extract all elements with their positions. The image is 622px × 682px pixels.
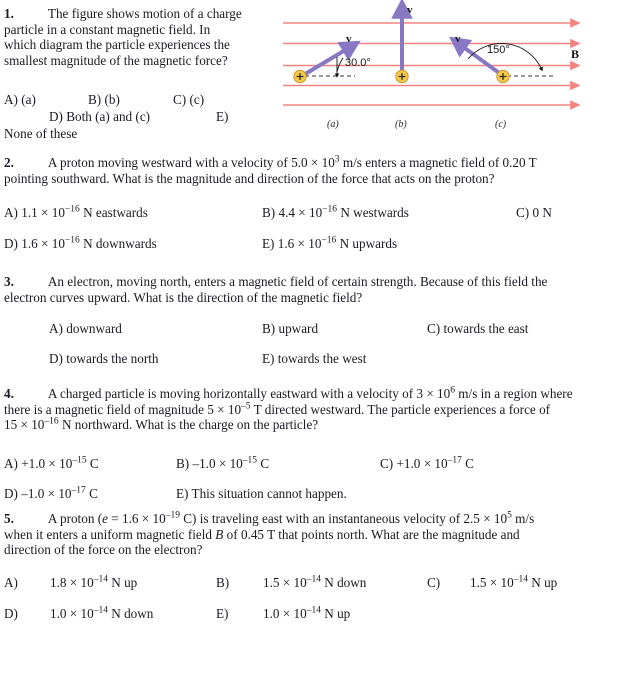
diagram-c-caption: (c) [495,119,507,130]
question-5-line2-b: of 0.45 T that points north. What are the magnitude and [223,526,520,542]
option-a-exponent: –15 [72,455,87,466]
option-e-times: × 10 [297,236,322,251]
option-d-pre: 1.6 [21,236,41,251]
question-5-stem [4,511,612,558]
option-c-label: C) [516,205,530,220]
option-a-exponent: –14 [93,574,108,585]
question-4-option-row-2 [4,486,612,510]
option-a-pre: +1.0 × 10 [21,456,73,471]
question-4-line1-a: A charged particle is moving horizontally eastward with a velocity of 3 × 10 [47,386,451,401]
question-4-option-c[interactable] [380,456,474,472]
question-1-option-c[interactable] [173,92,204,108]
option-e-label: E) [216,606,229,621]
option-b-post: C [257,456,270,471]
question-2-line1-exponent: 3 [334,154,340,165]
figure-svg [283,0,622,138]
option-c-text: towards the east [443,321,529,336]
question-3-line1: An electron, moving north, enters a magnetic field of certain strength. Because of this field the [47,274,548,289]
question-3-stem [4,274,612,305]
question-4-option-a[interactable] [4,456,99,472]
question-1-options [4,92,284,142]
question-5-option-d-label[interactable] [4,606,18,622]
question-4-line3-exponent: –16 [44,416,59,427]
question-1-stem-line-1: The figure shows motion of a charge [47,6,242,21]
question-3-option-row-2 [4,351,612,375]
question-2-option-a[interactable] [4,205,148,221]
question-5-line1-exponent-2: 5 [507,510,512,521]
question-5-line1-d: m/s [511,511,535,526]
question-1-option-a[interactable] [4,92,36,108]
option-e-text: towards the west [277,351,367,366]
question-1-option-row-1 [4,92,284,109]
option-a-pre: 1.1 [21,205,41,220]
option-b-label: B) [176,456,190,471]
option-e-label: E) [262,236,275,251]
option-d-exponent: –14 [93,605,108,616]
question-4-option-d[interactable] [4,486,98,502]
question-5-option-c-label[interactable] [427,575,440,591]
question-5-option-b-label[interactable] [216,575,229,591]
option-e-post: N upwards [336,236,398,251]
option-c-label: C) [427,575,441,590]
diagram-a-caption: (a) [327,119,339,130]
option-e-post: N up [320,606,351,621]
question-1-number: 1. [4,6,14,21]
question-5-line2-a: when it enters a uniform magnetic field [4,526,216,542]
option-c-exponent: –14 [513,574,528,585]
question-5-options [4,575,612,630]
question-5-option-e-label[interactable] [216,606,228,622]
option-a-label: A) [4,575,18,590]
question-4-line1-b: m/s in a region where [455,386,573,401]
question-5-field-symbol: B [215,526,224,542]
question-4-line2-b: T directed westward. The particle experiences a force of [250,401,551,417]
option-d-text: towards the north [66,351,159,366]
option-a-label: A) [4,456,18,471]
option-d-times: × 10 [41,236,65,251]
question-4-option-row-1 [4,456,612,486]
question-2-option-c[interactable] [516,205,552,221]
option-c-label: C) [173,92,187,107]
question-2-number: 2. [4,155,14,170]
question-1-option-d[interactable] [49,109,150,125]
option-b-label: B) [262,205,276,220]
question-4-line2-a: there is a magnetic field of magnitude 5 × 10 [4,401,242,417]
option-b-pre: 1.5 × 10 [263,575,307,590]
diagram-c-angle-label: 150° [487,44,510,56]
option-e-label: E) [262,351,275,366]
option-a-label: A) [49,321,63,336]
option-b-exponent: −16 [322,204,338,215]
question-4-option-e[interactable] [176,486,347,502]
option-d-label: D) [49,109,63,124]
option-e-label: E) [176,486,189,501]
question-1-option-row-3 [4,126,284,142]
question-5-number: 5. [4,511,14,526]
question-4-line3-b: N northward. What is the charge on the particle? [58,417,319,433]
option-d-label: D) [4,236,18,251]
question-4-stem-line-1 [4,386,612,402]
question-3-option-d[interactable] [49,351,159,367]
question-2-stem-line-2: pointing southward. What is the magnitude and direction of the force that acts on the proton? [4,170,495,186]
question-4-line1-exponent: 6 [450,385,455,396]
question-3-stem-line-2: electron curves upward. What is the direction of the magnetic field? [4,289,363,305]
question-5-option-a-label[interactable] [4,575,18,591]
question-4-stem [4,386,612,433]
question-5-stem-line-3: direction of the force on the electron? [4,542,203,558]
diagram-b-caption: (b) [395,119,407,130]
question-2-line1-b: m/s enters a magnetic field of 0.20 T [339,155,537,170]
question-3-option-c[interactable] [427,321,528,337]
question-2-option-d[interactable] [4,236,157,252]
option-b-text: (b) [104,92,120,107]
option-e-exponent: −16 [321,235,337,246]
option-c-pre: 0 N [532,205,552,220]
question-1-option-e-label[interactable] [216,109,228,125]
question-1-stem-line-2: particle in a constant magnetic field. In [4,21,211,37]
question-5-option-d[interactable] [50,606,153,622]
option-e-pre: 1.0 × 10 [263,606,307,621]
question-4-option-b[interactable] [176,456,269,472]
option-c-text: (c) [189,92,205,107]
question-1-stem [4,6,266,68]
option-c-exponent: –17 [447,455,462,466]
option-d-exponent: –17 [71,485,86,496]
option-b-times: × 10 [298,205,323,220]
option-b-pre: 4.4 [278,205,299,220]
option-d-label: D) [4,606,18,621]
question-2-option-e[interactable] [262,236,397,252]
question-4-line2-exponent: –5 [241,401,251,412]
question-3-number: 3. [4,274,14,289]
option-c-post: N up [527,575,558,590]
diagram-b [396,14,408,83]
option-d-label: D) [4,486,18,501]
question-1-option-e-text[interactable]: None of these [4,126,78,141]
question-2-option-row-2 [4,236,612,261]
option-a-post: N up [107,575,138,590]
option-e-label: E) [216,109,229,124]
option-d-text: Both (a) and (c) [66,109,151,124]
question-5-option-c[interactable] [470,575,557,591]
option-a-post: N eastwards [79,205,148,220]
question-3-options [4,321,612,375]
diagram-c-velocity-label: v [455,33,461,45]
question-5-option-b[interactable] [263,575,366,591]
option-b-post: N westwards [337,205,409,220]
question-5-option-row-1 [4,575,612,606]
option-d-exponent: −16 [64,235,80,246]
question-5-charge-symbol: e [102,511,108,526]
option-b-pre: –1.0 × 10 [192,456,243,471]
question-5-line1-a: A proton ( [47,511,103,526]
question-5-stem-line-2 [4,527,612,543]
question-5-line1-b: = 1.6 × 10 [107,511,166,526]
diagram-a-velocity-label: v [346,33,352,45]
option-c-pre: +1.0 × 10 [396,456,448,471]
option-d-pre: –1.0 × 10 [21,486,72,501]
magnetic-field-lines [283,23,571,105]
question-3-stem-line-1 [4,274,612,290]
option-d-label: D) [49,351,63,366]
question-1-stem-line-3: which diagram the particle experiences the [4,37,230,53]
option-c-post: C [461,456,474,471]
question-3-option-row-1 [4,321,612,351]
option-d-post: N downwards [79,236,157,251]
question-2-option-b[interactable] [262,205,409,221]
question-4-options [4,456,612,510]
option-a-label: A) [4,205,18,220]
question-1-option-b[interactable] [88,92,120,108]
option-b-exponent: –15 [242,455,258,466]
question-5-option-a[interactable] [50,575,137,591]
question-4-stem-line-3 [4,417,612,433]
option-a-times: × 10 [41,205,65,220]
magnetic-field-figure [283,0,622,138]
diagram-b-velocity-label: v [407,4,413,16]
question-1-stem-line-4: smallest magnitude of the magnetic force? [4,52,228,68]
option-d-pre: 1.0 × 10 [50,606,94,621]
diagram-a-angle-label: 30.0° [345,57,371,69]
question-1-option-row-2 [4,109,284,126]
option-b-post: N down [320,575,367,590]
option-b-label: B) [216,575,230,590]
option-a-text: downward [66,321,122,336]
question-2-line1-a: A proton moving westward with a velocity of 5.0 × 10 [47,155,335,170]
question-5-stem-line-1 [4,511,612,527]
magnetic-field-label: B [571,47,580,61]
question-3-option-e[interactable] [262,351,366,367]
question-2-option-row-1 [4,205,612,236]
question-5-option-row-2 [4,606,612,630]
question-5-line1-c: C) is traveling east with an instantaneous velocity of 2.5 × 10 [179,511,508,526]
option-b-exponent: –14 [306,574,321,585]
option-a-label: A) [4,92,18,107]
option-a-pre: 1.8 × 10 [50,575,94,590]
question-2-stem-line-1 [4,155,612,171]
option-e-exponent: –14 [306,605,321,616]
option-c-label: C) [427,321,441,336]
question-4-line3-a: 15 × 10 [4,417,45,433]
option-d-post: N down [107,606,154,621]
option-c-pre: 1.5 × 10 [470,575,514,590]
option-d-post: C [85,486,98,501]
question-5-option-e[interactable] [263,606,350,622]
question-3-option-b[interactable] [262,321,318,337]
question-2-options [4,205,612,261]
question-5-line1-exponent-1: –19 [165,510,180,521]
option-b-label: B) [262,321,276,336]
question-3-option-a[interactable] [49,321,122,337]
question-2-stem [4,155,612,186]
option-a-post: C [86,456,99,471]
option-b-label: B) [88,92,102,107]
option-c-label: C) [380,456,394,471]
question-4-stem-line-2 [4,402,612,418]
option-e-pre: 1.6 [277,236,298,251]
option-a-text: (a) [21,92,36,107]
question-4-number: 4. [4,386,14,401]
option-a-exponent: −16 [64,204,80,215]
option-b-text: upward [278,321,319,336]
option-e-pre: This situation cannot happen. [191,486,347,501]
